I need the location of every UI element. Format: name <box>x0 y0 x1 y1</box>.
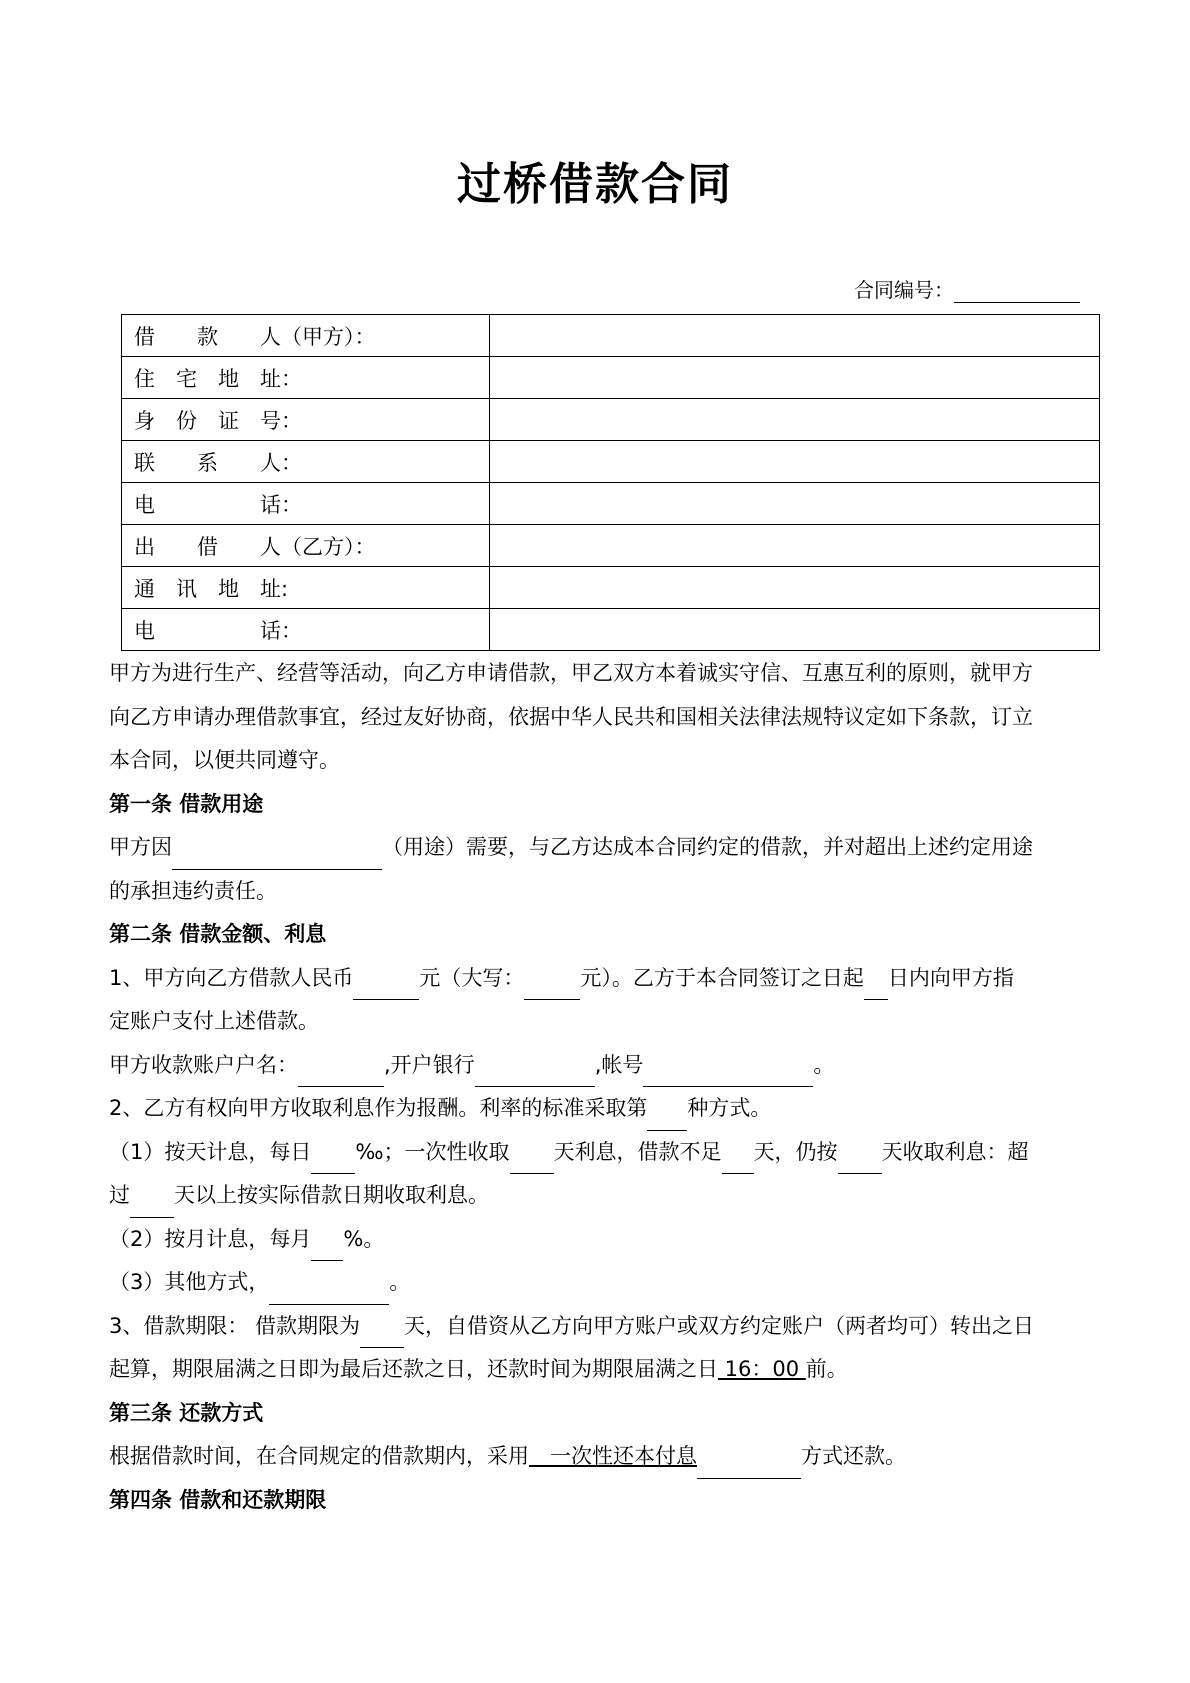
info-row-value[interactable] <box>490 315 1100 357</box>
repay-method-value: 一次性还本付息 <box>529 1444 697 1468</box>
party-info-table <box>121 314 1100 651</box>
info-row <box>122 567 1100 609</box>
article-2-para-3b: 起算，期限届满之日即为最后还款之日，还款时间为期限届满之日 16：00 前。 <box>109 1357 848 1381</box>
over-days-blank[interactable] <box>130 1194 174 1217</box>
other-method-blank[interactable] <box>269 1281 389 1304</box>
article-2-heading: 第二条 借款金额、利息 <box>109 922 327 946</box>
info-row <box>122 441 1100 483</box>
option-3-line: （3）其他方式， 。 <box>109 1261 1090 1305</box>
info-row-value[interactable] <box>490 399 1100 441</box>
contract-number-label: 合同编号： <box>854 278 954 302</box>
daily-rate-blank[interactable] <box>311 1151 355 1174</box>
article-2-para-2: 2、乙方有权向甲方收取利息作为报酬。利率的标准采取第 种方式。 <box>109 1087 1090 1131</box>
info-row-value[interactable] <box>490 567 1100 609</box>
info-row-value[interactable] <box>490 441 1100 483</box>
article-1-line-1: 甲方因 （用途）需要，与乙方达成本合同约定的借款，并对超出上述约定用途 <box>109 826 1090 870</box>
option-1-line-2: 过 天以上按实际借款日期收取利息。 <box>109 1174 1090 1218</box>
contract-number <box>854 274 1080 303</box>
info-row-value[interactable] <box>490 609 1100 651</box>
info-row-label: 联 系 人： <box>122 441 490 483</box>
info-row <box>122 399 1100 441</box>
info-row-value[interactable] <box>490 357 1100 399</box>
info-row-label: 住 宅 地 址： <box>122 357 490 399</box>
info-row <box>122 609 1100 651</box>
info-row <box>122 525 1100 567</box>
article-4-heading: 第四条 借款和还款期限 <box>109 1487 327 1512</box>
info-row-label: 身 份 证 号： <box>122 399 490 441</box>
lump-days-blank[interactable] <box>510 1151 554 1174</box>
charge-days-blank[interactable] <box>838 1151 882 1174</box>
info-row-label: 借 款 人（甲方）： <box>122 315 490 357</box>
info-row <box>122 315 1100 357</box>
monthly-rate-blank[interactable] <box>311 1238 343 1261</box>
purpose-blank[interactable] <box>172 846 382 869</box>
intro-line-3: 本合同，以便共同遵守。 <box>109 748 340 772</box>
document-title: 过桥借款合同 <box>457 159 733 210</box>
article-2-para-1b: 定账户支付上述借款。 <box>109 1009 319 1033</box>
repay-method-blank[interactable] <box>697 1455 801 1478</box>
account-line: 甲方收款账户户名： ,开户银行 ,帐号 。 <box>109 1044 1090 1088</box>
article-3-line: 根据借款时间，在合同规定的借款期内，采用 一次性还本付息 方式还款。 <box>109 1435 1090 1479</box>
article-1-line-2: 的承担违约责任。 <box>109 878 277 903</box>
bank-blank[interactable] <box>475 1064 595 1087</box>
info-row-label: 出 借 人（乙方）： <box>122 525 490 567</box>
contract-number-blank[interactable] <box>954 281 1080 303</box>
option-1-line-1: （1）按天计息，每日 ‰；一次性收取 天利息，借款不足 天，仍按 天收取利息：超 <box>109 1131 1090 1175</box>
option-2-line: （2）按月计息，每月 %。 <box>109 1218 1090 1262</box>
contract-body <box>109 652 1090 1522</box>
info-row-label: 电 话： <box>122 609 490 651</box>
info-row-label: 电 话： <box>122 483 490 525</box>
short-days-blank[interactable] <box>722 1151 754 1174</box>
repay-time: 16：00 <box>718 1357 806 1381</box>
term-days-blank[interactable] <box>360 1325 404 1348</box>
amount-words-blank[interactable] <box>524 977 580 1000</box>
article-1-heading: 第一条 借款用途 <box>109 791 264 816</box>
days-blank[interactable] <box>864 977 888 1000</box>
method-blank[interactable] <box>647 1107 687 1130</box>
info-row <box>122 483 1100 525</box>
info-row-label: 通 讯 地 址: <box>122 567 490 609</box>
intro-line-2: 向乙方申请办理借款事宜，经过友好协商，依据中华人民共和国相关法律法规特议定如下条款，订立 <box>109 704 1033 729</box>
article-2-para-1: 1、甲方向乙方借款人民币 元（大写： 元）。乙方于本合同签订之日起 日内向甲方指 <box>109 957 1090 1001</box>
article-3-heading: 第三条 还款方式 <box>109 1400 264 1425</box>
intro-line-1: 甲方为进行生产、经营等活动，向乙方申请借款，甲乙双方本着诚实守信、互惠互利的原则，就甲方 <box>109 661 1033 685</box>
account-name-blank[interactable] <box>298 1064 384 1087</box>
info-row-value[interactable] <box>490 525 1100 567</box>
info-row-value[interactable] <box>490 483 1100 525</box>
info-row <box>122 357 1100 399</box>
amount-blank[interactable] <box>353 977 419 1000</box>
article-2-para-3: 3、借款期限： 借款期限为 天，自借资从乙方向甲方账户或双方约定账户（两者均可）转出之日 <box>109 1305 1090 1349</box>
account-number-blank[interactable] <box>643 1064 813 1087</box>
